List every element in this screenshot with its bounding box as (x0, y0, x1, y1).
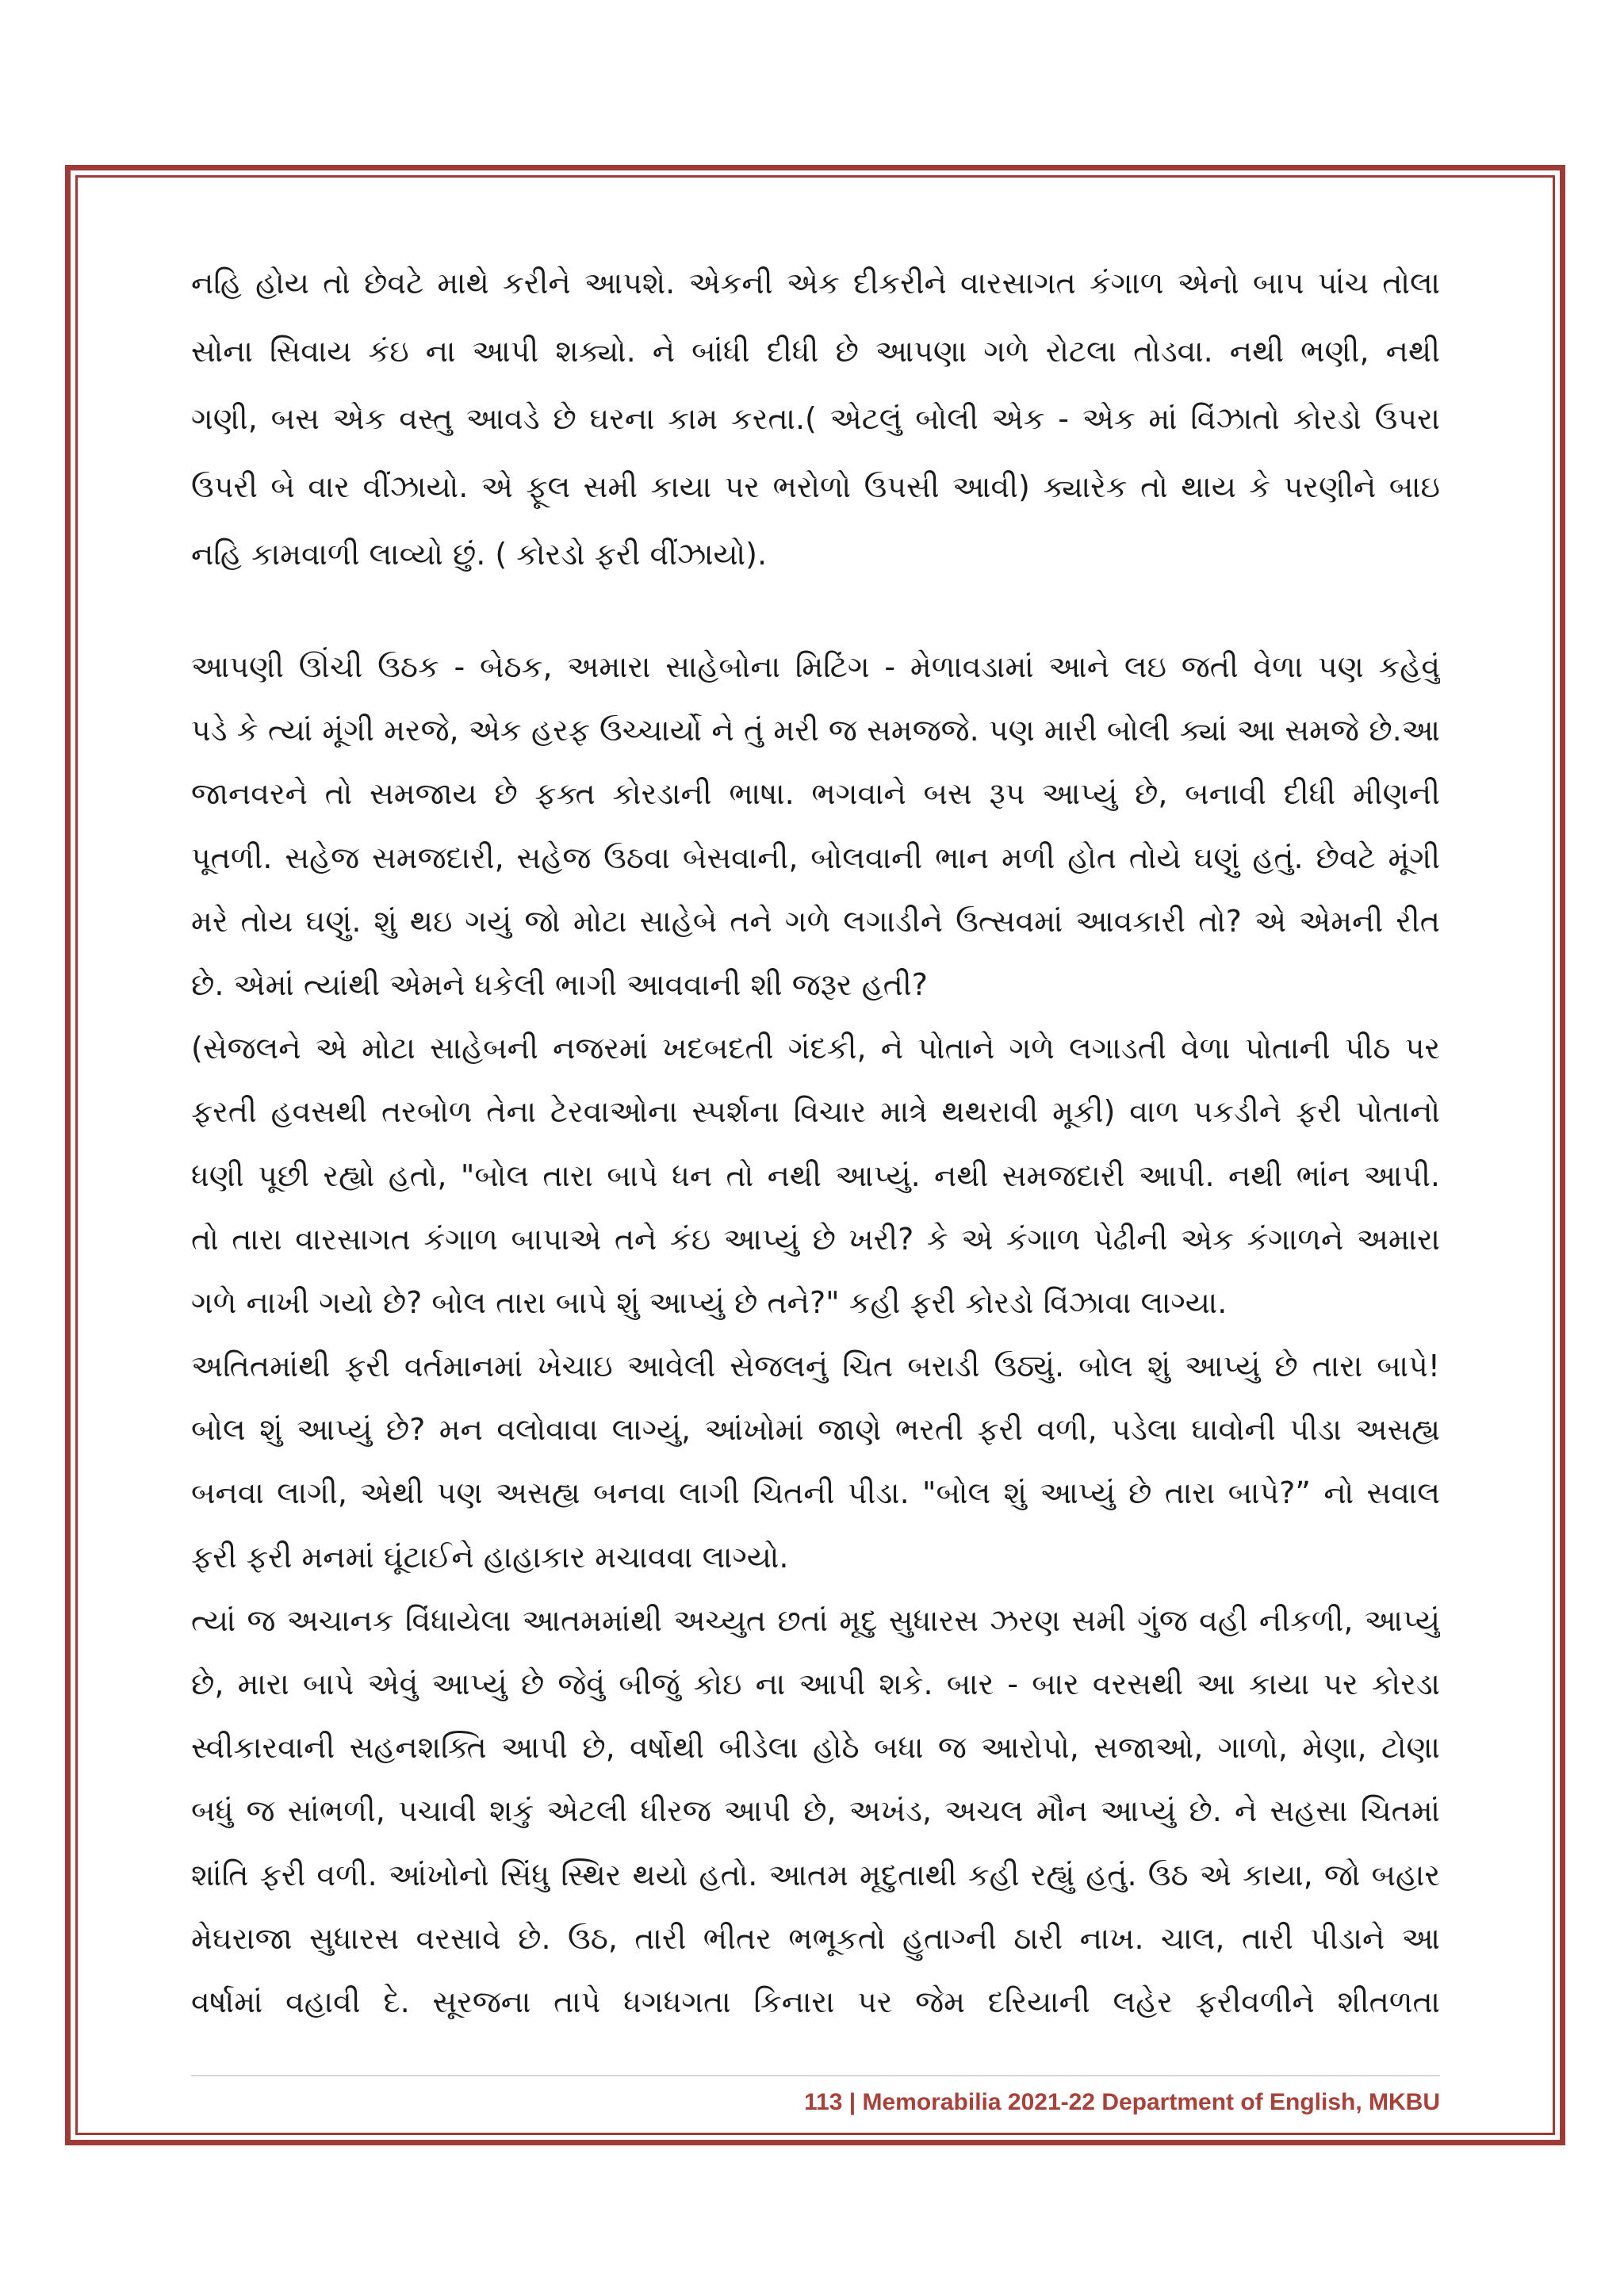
text-line: વર્ષામાં વહાવી દે. સૂરજના તાપે ધગધગતા કિનારા પર જેમ દરિયાની લહેર ફરીવળીને શીતળતા (191, 1984, 1440, 2019)
text-line: ફરી ફરી મનમાં ઘૂંટાઈને હાહાકાર મચાવવા લાગ્યો. (191, 1539, 789, 1575)
page-number: 113 (804, 2089, 843, 2115)
text-line: ધણી પૂછી રહ્યો હતો, "બોલ તારા બાપે ધન તો નથી આપ્યું. નથી સમજદારી આપી. નથી ભાંન આપી. (191, 1158, 1440, 1193)
text-line: બનવા લાગી, એથી પણ અસહ્ય બનવા લાગી ચિતની પીડા. "બોલ શું આપ્યું છે તારા બાપે?” નો સવાલ (191, 1475, 1440, 1511)
text-line: જાનવરને તો સમજાય છે ફક્ત કોરડાની ભાષા. ભગવાને બસ રૂપ આપ્યું છે, બનાવી દીધી મીણની (191, 776, 1440, 812)
text-line: બોલ શું આપ્યું છે? મન વલોવાવા લાગ્યું, આંખોમાં જાણે ભરતી ફરી વળી, પડેલા ઘાવોની પીડા અસહ્ય (191, 1412, 1440, 1448)
body-text-main (191, 635, 1440, 2034)
text-line: અતિતમાંથી ફરી વર્તમાનમાં ખેચાઇ આવેલી સેજલનું ચિત બરાડી ઉઠ્યું. બોલ શું આપ્યું છે તારા બાપે! (191, 1349, 1440, 1384)
footer-title: Memorabilia 2021-22 Department of English, MKBU (862, 2089, 1440, 2115)
text-line: ગળે નાખી ગયો છે? બોલ તારા બાપે શું આપ્યું છે તને?" કહી ફરી કોરડો વિંઝાવા લાગ્યા. (191, 1284, 1228, 1320)
text-line: સોના સિવાય કંઇ ના આપી શક્યો. ને બાંધી દીધી છે આપણા ગળે રોટલા તોડવા. નથી ભણી, નથી (191, 333, 1440, 369)
text-line: નહિ કામવાળી લાવ્યો છું. ( કોરડો ફરી વીંઝાયો). (191, 537, 768, 572)
text-line: મરે તોય ઘણું. શું થઇ ગયું જો મોટા સાહેબે તને ગળે લગાડીને ઉત્સવમાં આવકારી તો? એ એમની રીત (191, 903, 1440, 939)
paragraph (191, 635, 1440, 1016)
text-line: આપણી ઊંચી ઉઠક - બેઠક, અમારા સાહેબોના મિટિંગ - મેળાવડામાં આને લઇ જતી વેળા પણ કહેવું (191, 649, 1440, 684)
text-line: ગણી, બસ એક વસ્તુ આવડે છે ઘરના કામ કરતા.( એટલું બોલી એક - એક માં વિંઝાતો કોરડો ઉપરા (191, 401, 1440, 436)
footer-separator: | (848, 2089, 856, 2115)
text-line: ઉપરી બે વાર વીંઝાયો. એ ફૂલ સમી કાયા પર ભરોળો ઉપસી આવી) ક્યારેક તો થાય કે પરણીને બાઇ (191, 469, 1440, 504)
text-line: શાંતિ ફરી વળી. આંખોનો સિંધુ સ્થિર થયો હતો. આતમ મૃદુતાથી કહી રહ્યું હતું. ઉઠ એ કાયા, જો બહાર (191, 1857, 1440, 1892)
text-line: પૂતળી. સહેજ સમજદારી, સહેજ ઉઠવા બેસવાની, બોલવાની ભાન મળી હોત તોયે ઘણું હતું. છેવટે મૂંગી (191, 840, 1440, 875)
paragraph (191, 1016, 1440, 1334)
paragraph (191, 1334, 1440, 1589)
text-line: મેઘરાજા સુધારસ વરસાવે છે. ઉઠ, તારી ભીતર ભભૂકતો હુતાગ્ની ઠારી નાખ. ચાલ, તારી પીડાને આ (191, 1920, 1440, 1956)
paragraph (191, 1589, 1440, 2034)
text-line: તો તારા વારસાગત કંગાળ બાપાએ તને કંઇ આપ્યું છે ખરી? કે એ કંગાળ પેઢીની એક કંગાળને અમારા (191, 1221, 1440, 1257)
text-line: સ્વીકારવાની સહનશક્તિ આપી છે, વર્ષોથી બીડેલા હોઠે બધા જ આરોપો, સજાઓ, ગાળો, મેણા, ટોણા (191, 1730, 1440, 1766)
footer-rule (191, 2075, 1440, 2076)
text-line: (સેજલને એ મોટા સાહેબની નજરમાં ખદબદતી ગંદકી, ને પોતાને ગળે લગાડતી વેળા પોતાની પીઠ પર (191, 1031, 1440, 1066)
text-line: નહિ હોય તો છેવટે માથે કરીને આપશે. એકની એક દીકરીને વારસાગત કંગાળ એનો બાપ પાંચ તોલા (191, 266, 1440, 300)
text-line: ફરતી હવસથી તરબોળ તેના ટેરવાઓના સ્પર્શના વિચાર માત્રે થથરાવી મૂકી) વાળ પકડીને ફરી પોતાનો (191, 1094, 1440, 1130)
text-line: ત્યાં જ અચાનક વિંધાયેલા આતમમાંથી અચ્યુત છતાં મૃદુ સુધારસ ઝરણ સમી ગુંજ વહી નીકળી, આપ્યું (191, 1602, 1440, 1638)
text-line: પડે કે ત્યાં મૂંગી મરજે, એક હરફ ઉચ્ચાર્યો ને તું મરી જ સમજજે. પણ મારી બોલી ક્યાં આ સમજે છે.આ (191, 713, 1440, 748)
text-line: બધું જ સાંભળી, પચાવી શકું એટલી ધીરજ આપી છે, અખંડ, અચલ મૌન આપ્યું છે. ને સહસા ચિતમાં (191, 1793, 1440, 1829)
text-line: છે, મારા બાપે એવું આપ્યું છે જેવું બીજું કોઇ ના આપી શકે. બાર - બાર વરસથી આ કાયા પર કોરડા (191, 1667, 1440, 1701)
body-text-top (191, 250, 1440, 589)
text-line: છે. એમાં ત્યાંથી એમને ધકેલી ભાગી આવવાની શી જરૂર હતી? (191, 966, 928, 1002)
paragraph (191, 250, 1440, 589)
footer (191, 2087, 1440, 2118)
